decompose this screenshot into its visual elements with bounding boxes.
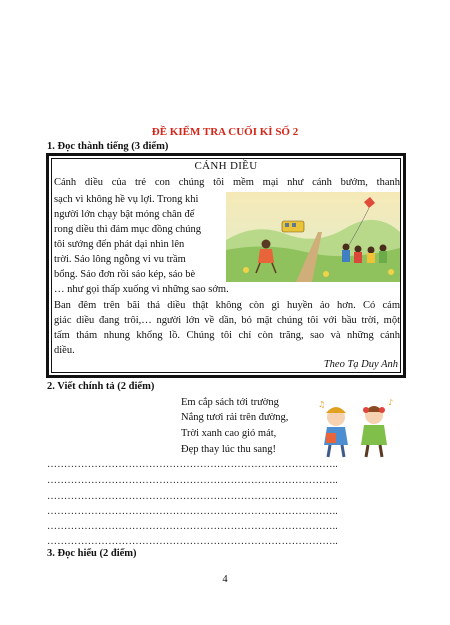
kite-illustration <box>226 192 400 282</box>
exam-title: ĐỀ KIỂM TRA CUỐI KÌ SỐ 2 <box>151 126 299 138</box>
section-3-title: 3. Đọc hiểu (2 điểm) <box>47 548 137 559</box>
answer-line: ………………………………………………………………………….. <box>47 521 338 532</box>
answer-line: ………………………………………………………………………….. <box>47 475 338 486</box>
story-line-4: rong diều thì đám mục đồng chúng <box>54 224 201 235</box>
page-number: 4 <box>222 574 228 585</box>
story-title: CÁNH DIỀU <box>194 160 258 172</box>
story-line-8: … như gọi thấp xuống vì những sao sớm. <box>54 284 229 295</box>
story-line-11: tấm thảm nhung khổng lồ. Chúng tôi chỉ còn trăng, sao và những cánh <box>54 330 400 341</box>
story-line-10: giác diều đang trôi,… người lớn về dần, bỏ mặt chúng tôi với bầu trời, một <box>54 315 400 326</box>
answer-line: ………………………………………………………………………….. <box>47 459 338 470</box>
answer-line: ………………………………………………………………………….. <box>47 491 338 502</box>
poem-line-1: Em cắp sách tới trường <box>181 397 279 408</box>
children-illustration <box>312 393 402 463</box>
answer-line: ………………………………………………………………………….. <box>47 506 338 517</box>
story-line-9: Ban đêm trên bãi thả diều thật không còn gì huyền ảo hơn. Có cảm <box>54 300 400 311</box>
section-2-title: 2. Viết chính tả (2 điểm) <box>47 381 155 392</box>
poem-line-2: Nắng tươi rải trên đường, <box>181 412 289 423</box>
section-1-title: 1. Đọc thành tiếng (3 điểm) <box>47 141 169 152</box>
story-author: Theo Tạ Duy Anh <box>323 359 398 370</box>
story-line-6: trời. Sáo lông ngỗng vi vu trầm <box>54 254 186 265</box>
story-line-3: người lớn chạy bật móng chân để <box>54 209 195 220</box>
story-line-7: bổng. Sáo đơn rồi sáo kép, sáo bè <box>54 269 196 280</box>
story-line-12: diều. <box>54 345 75 356</box>
story-line-2: sạch vì không hề vụ lợi. Trong khi <box>54 194 199 205</box>
answer-line: ………………………………………………………………………….. <box>47 536 338 547</box>
story-line-5: tôi sướng đến phát dại nhìn lên <box>54 239 185 250</box>
poem-line-4: Đẹp thay lúc thu sang! <box>181 444 277 455</box>
poem-line-3: Trời xanh cao gió mát, <box>181 428 277 439</box>
svg-text:♫: ♫ <box>318 400 326 409</box>
story-line-1: Cánh diều của trẻ con chúng tôi mềm mại như cánh bướm, thanh <box>54 177 400 188</box>
svg-text:♪: ♪ <box>388 398 394 407</box>
